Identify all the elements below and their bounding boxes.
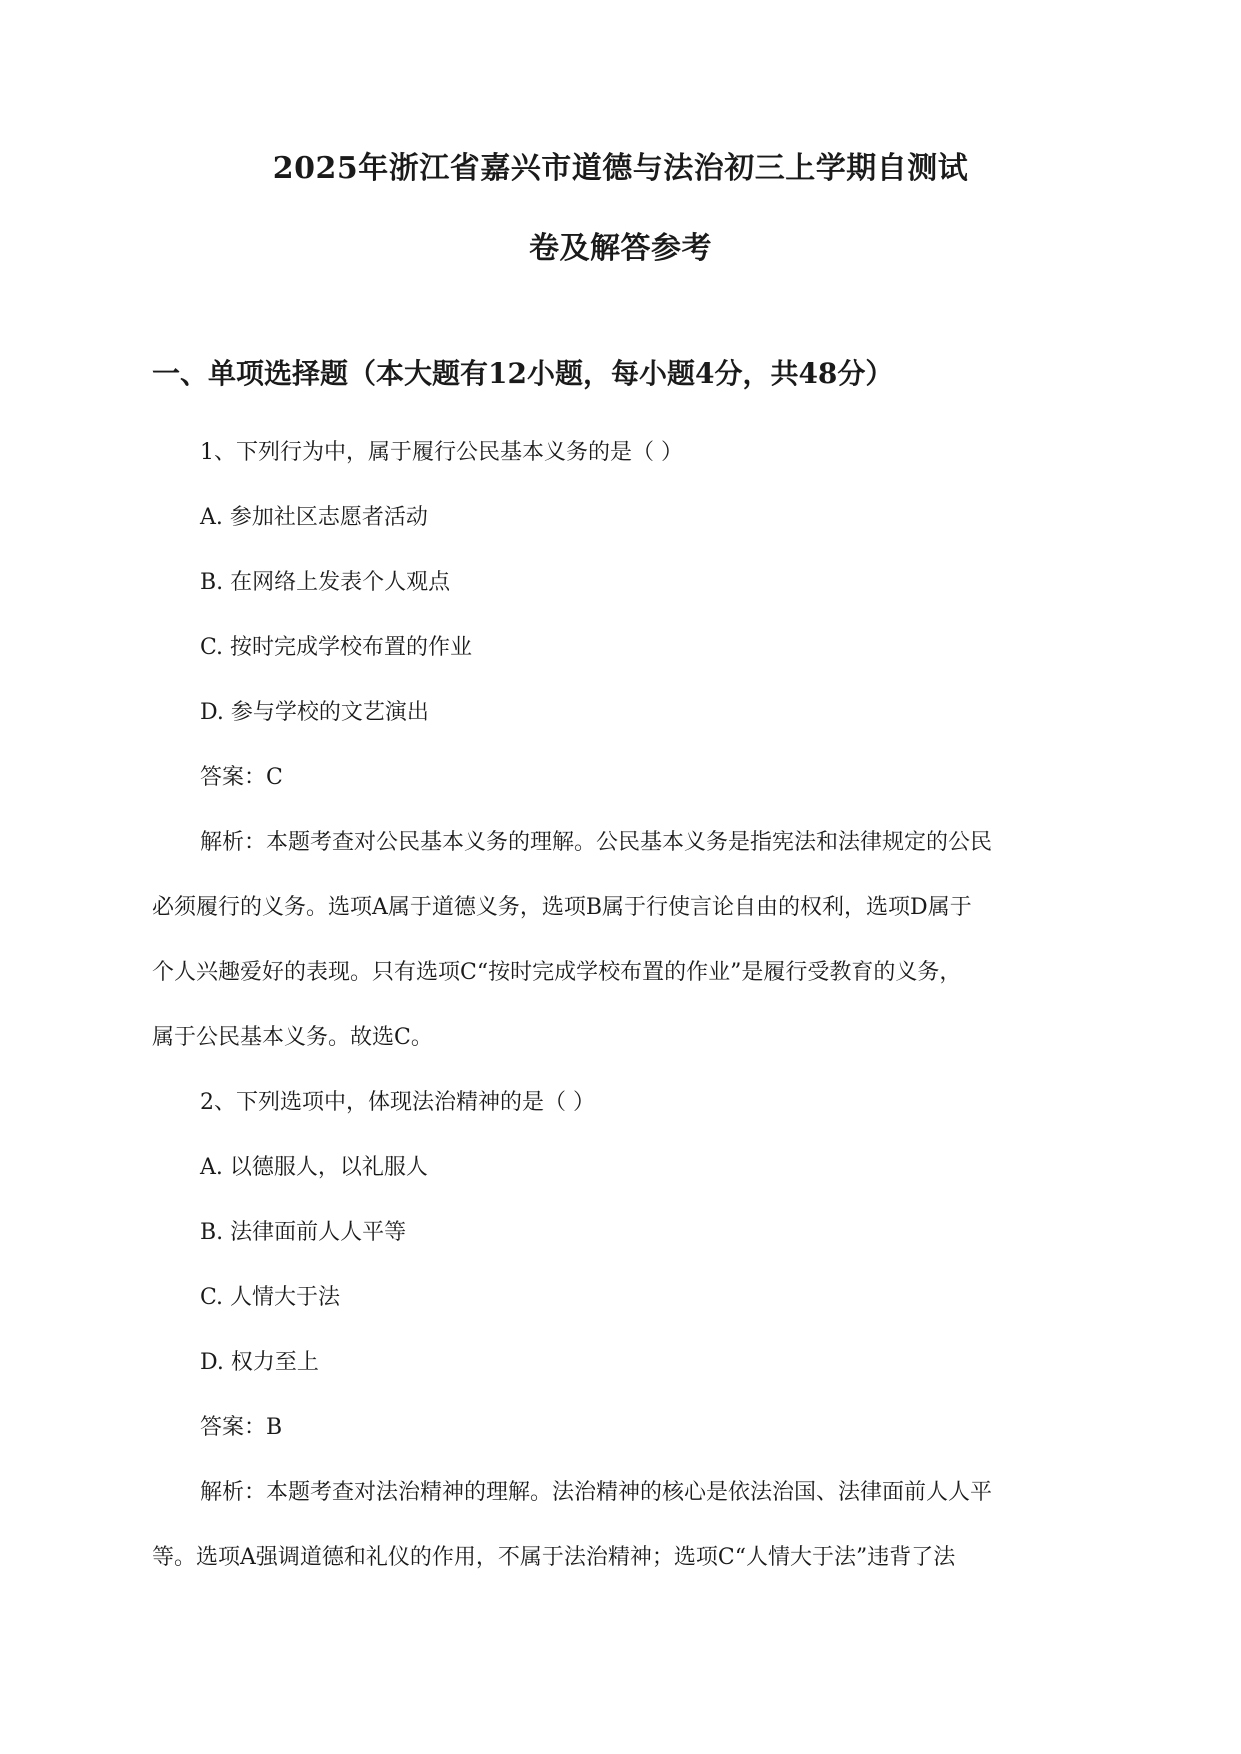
question-2-option-b: B. 法律面前人人平等 [200,1220,407,1245]
question-1-analysis-line-2: 必须履行的义务。选项A属于道德义务，选项B属于行使言论自由的权利，选项D属于 [152,895,972,920]
question-1-option-d: D. 参与学校的文艺演出 [200,700,429,725]
question-1-option-c: C. 按时完成学校布置的作业 [200,635,473,660]
question-2-option-c: C. 人情大于法 [200,1285,341,1310]
question-1-answer: 答案：C [200,765,283,790]
question-1-option-a: A. 参加社区志愿者活动 [200,505,428,530]
question-1-analysis-line-3: 个人兴趣爱好的表现。只有选项C“按时完成学校布置的作业”是履行受教育的义务， [152,960,962,985]
question-2-stem: 2、下列选项中，体现法治精神的是（ ） [200,1090,595,1115]
question-2-analysis-line-2: 等。选项A强调道德和礼仪的作用，不属于法治精神；选项C“人情大于法”违背了法 [152,1545,956,1570]
document-title-line-2: 卷及解答参考 [529,231,712,266]
question-1-analysis-line-4: 属于公民基本义务。故选C。 [152,1025,433,1050]
question-2-option-a: A. 以德服人，以礼服人 [200,1155,428,1180]
section-heading: 一、单项选择题（本大题有12小题，每小题4分，共48分） [152,357,894,390]
question-1-option-b: B. 在网络上发表个人观点 [200,570,451,595]
question-2-answer: 答案：B [200,1415,283,1440]
question-1-stem: 1、下列行为中，属于履行公民基本义务的是（ ） [200,440,683,465]
document-title-line-1: 2025年浙江省嘉兴市道德与法治初三上学期自测试 [272,151,969,186]
question-2-analysis-line-1: 解析：本题考查对法治精神的理解。法治精神的核心是依法治国、法律面前人人平 [200,1480,993,1505]
question-2-option-d: D. 权力至上 [200,1350,319,1375]
question-1-analysis-line-1: 解析：本题考查对公民基本义务的理解。公民基本义务是指宪法和法律规定的公民 [200,830,993,855]
